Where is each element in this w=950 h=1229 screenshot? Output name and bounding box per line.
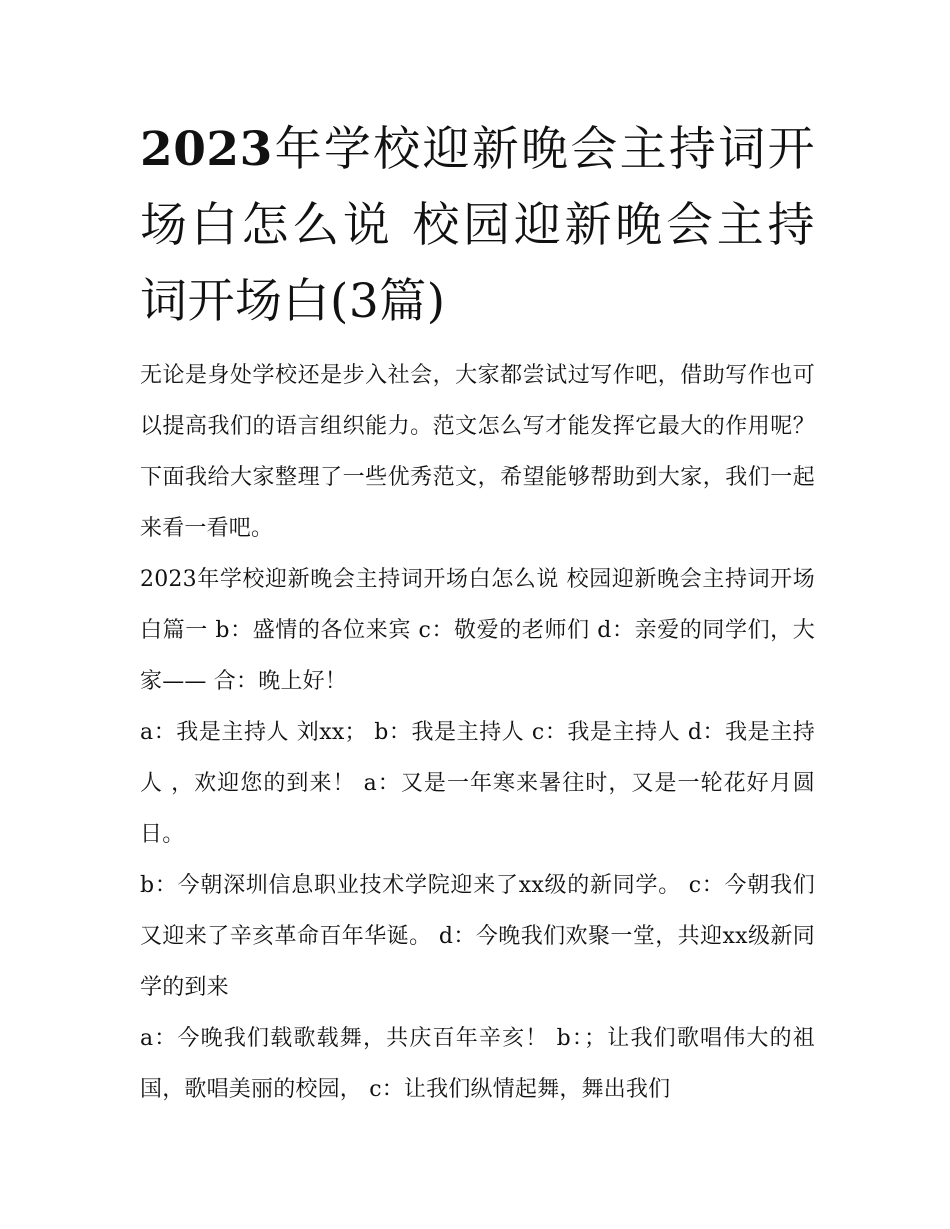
paragraph-celebration: a：今晚我们载歌载舞，共庆百年辛亥！ b：；让我们歌唱伟大的祖国，歌唱美丽的校园， c：让我们纵情起舞，舞出我们: [140, 1026, 815, 1102]
document-title: [140, 112, 815, 340]
paragraph-welcome: b：今朝深圳信息职业技术学院迎来了xx级的新同学。 c：今朝我们又迎来了辛亥革命百年华诞。 d：今晚我们欢聚一堂，共迎xx级新同学的到来: [140, 873, 815, 1000]
document-page: [140, 112, 815, 1115]
title-text: 年学校迎新晚会主持词开场白怎么说 校园迎新晚会主持词开场白(3篇): [140, 122, 815, 329]
paragraph-opening: 2023年学校迎新晚会主持词开场白怎么说 校园迎新晚会主持词开场白篇一 b：盛情的各位来宾 c：敬爱的老师们 d：亲爱的同学们，大家—— 合：晚上好！: [140, 567, 815, 694]
document-body: [140, 350, 815, 1115]
paragraph-hosts: a：我是主持人 刘xx； b：我是主持人 c：我是主持人 d：我是主持人 ，欢迎您的到来！ a：又是一年寒来暑往时，又是一轮花好月圆日。: [140, 720, 815, 847]
paragraph-intro: 无论是身处学校还是步入社会，大家都尝试过写作吧，借助写作也可以提高我们的语言组织能力。范文怎么写才能发挥它最大的作用呢？下面我给大家整理了一些优秀范文，希望能够帮助到大家，我们一起来看一看吧。: [140, 363, 815, 541]
title-year: 2023: [140, 122, 273, 177]
